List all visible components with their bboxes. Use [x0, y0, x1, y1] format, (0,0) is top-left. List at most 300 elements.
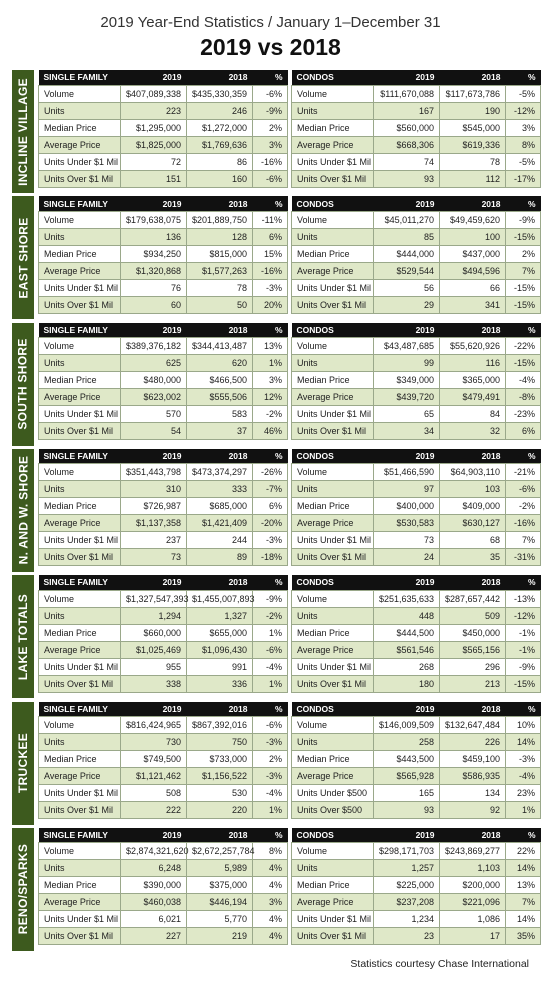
table-row — [292, 170, 541, 187]
percent-change: 4% — [253, 928, 288, 945]
column-header: % — [506, 828, 541, 843]
table-row — [292, 481, 541, 498]
column-header: 2019 — [374, 196, 440, 211]
row-label: Average Price — [292, 136, 374, 153]
percent-change: 8% — [253, 843, 288, 860]
percent-change: -16% — [253, 153, 288, 170]
percent-change: -4% — [506, 768, 541, 785]
stat-value: 35 — [440, 549, 506, 566]
stat-value: 991 — [187, 658, 253, 675]
column-header: 2018 — [187, 575, 253, 590]
percent-change: 4% — [253, 877, 288, 894]
column-header: 2018 — [187, 196, 253, 211]
row-label: Median Price — [39, 119, 121, 136]
stat-value: 34 — [374, 423, 440, 440]
stat-value: $668,306 — [374, 136, 440, 153]
region-name: INCLINE VILLAGE — [16, 77, 30, 186]
page-title: 2019 vs 2018 — [200, 34, 341, 60]
region-name: EAST SHORE — [16, 217, 31, 299]
stat-value: $816,424,965 — [121, 717, 187, 734]
stat-value: 73 — [121, 549, 187, 566]
stat-value: $409,000 — [440, 498, 506, 515]
stat-value: $237,208 — [374, 894, 440, 911]
row-label: Units Under $1 Mil — [39, 785, 121, 802]
column-header: 2019 — [374, 702, 440, 717]
region-label — [12, 449, 34, 572]
column-header: SINGLE FAMILY — [39, 575, 121, 590]
region-name: RENO/SPARKS — [16, 844, 30, 935]
row-label: Units Over $1 Mil — [292, 928, 374, 945]
row-label: Units — [39, 102, 121, 119]
row-label: Units Over $1 Mil — [39, 928, 121, 945]
stat-value: $529,544 — [374, 262, 440, 279]
percent-change: 10% — [506, 717, 541, 734]
table-row — [39, 911, 288, 928]
table-row — [292, 279, 541, 296]
percent-change: -4% — [506, 372, 541, 389]
row-label: Units Over $1 Mil — [292, 549, 374, 566]
single-family-table — [38, 575, 288, 693]
stat-value: $43,487,685 — [374, 338, 440, 355]
table-header-row — [39, 196, 288, 211]
table-row — [39, 641, 288, 658]
percent-change: -6% — [253, 85, 288, 102]
stat-value: 570 — [121, 406, 187, 423]
row-label: Units Over $1 Mil — [292, 170, 374, 187]
region-block — [12, 323, 536, 446]
table-header-row — [39, 702, 288, 717]
row-label: Units Over $1 Mil — [39, 549, 121, 566]
stat-value: 86 — [187, 153, 253, 170]
stat-value: 730 — [121, 734, 187, 751]
stat-value: $117,673,786 — [440, 85, 506, 102]
stat-value: 66 — [440, 279, 506, 296]
table-row — [39, 423, 288, 440]
percent-change: -15% — [506, 355, 541, 372]
percent-change: 6% — [506, 423, 541, 440]
table-row — [39, 262, 288, 279]
row-label: Median Price — [292, 245, 374, 262]
row-label: Average Price — [39, 262, 121, 279]
percent-change: 2% — [506, 245, 541, 262]
stat-value: 222 — [121, 802, 187, 819]
stat-value: 17 — [440, 928, 506, 945]
table-row — [39, 717, 288, 734]
table-header-row — [292, 449, 541, 464]
column-header: SINGLE FAMILY — [39, 323, 121, 338]
stat-value: 180 — [374, 675, 440, 692]
column-header: 2018 — [440, 702, 506, 717]
stat-value: $251,635,633 — [374, 590, 440, 607]
column-header: 2019 — [121, 449, 187, 464]
percent-change: -4% — [253, 658, 288, 675]
stat-value: $200,000 — [440, 877, 506, 894]
percent-change: -13% — [506, 590, 541, 607]
table-row — [39, 102, 288, 119]
column-header: CONDOS — [292, 575, 374, 590]
percent-change: 12% — [253, 389, 288, 406]
row-label: Units Under $1 Mil — [39, 532, 121, 549]
column-header: 2019 — [121, 702, 187, 717]
stat-value: $450,000 — [440, 624, 506, 641]
table-row — [292, 153, 541, 170]
column-header: 2019 — [374, 449, 440, 464]
percent-change: 7% — [506, 262, 541, 279]
percent-change: -3% — [506, 751, 541, 768]
percent-change: 2% — [253, 751, 288, 768]
percent-change: 1% — [253, 802, 288, 819]
table-row — [39, 338, 288, 355]
column-header: 2019 — [374, 575, 440, 590]
stat-value: $446,194 — [187, 894, 253, 911]
row-label: Volume — [39, 717, 121, 734]
table-row — [292, 549, 541, 566]
stat-value: $545,000 — [440, 119, 506, 136]
percent-change: -3% — [253, 768, 288, 785]
table-row — [292, 102, 541, 119]
table-row — [39, 607, 288, 624]
stat-value: $435,330,359 — [187, 85, 253, 102]
stat-value: $344,413,487 — [187, 338, 253, 355]
condos-table — [291, 323, 541, 441]
region-name: TRUCKEE — [16, 732, 31, 794]
stat-value: 508 — [121, 785, 187, 802]
stat-value: $555,506 — [187, 389, 253, 406]
stat-value: $460,038 — [121, 894, 187, 911]
stat-value: $179,638,075 — [121, 211, 187, 228]
condos-table — [291, 70, 541, 188]
stat-value: $390,000 — [121, 877, 187, 894]
stat-value: $132,647,484 — [440, 717, 506, 734]
percent-change: -15% — [506, 228, 541, 245]
table-row — [39, 170, 288, 187]
row-label: Volume — [292, 211, 374, 228]
row-label: Volume — [39, 211, 121, 228]
column-header: % — [506, 196, 541, 211]
column-header: % — [253, 828, 288, 843]
stat-value: $733,000 — [187, 751, 253, 768]
row-label: Volume — [292, 590, 374, 607]
column-header: % — [506, 702, 541, 717]
stat-value: 223 — [121, 102, 187, 119]
row-label: Units — [292, 607, 374, 624]
row-label: Units — [39, 228, 121, 245]
table-row — [292, 658, 541, 675]
percent-change: 3% — [253, 894, 288, 911]
table-row — [292, 245, 541, 262]
single-family-table — [38, 449, 288, 567]
column-header: 2018 — [187, 449, 253, 464]
stat-value: $49,459,620 — [440, 211, 506, 228]
stat-value: $1,156,522 — [187, 768, 253, 785]
stat-value: $459,100 — [440, 751, 506, 768]
percent-change: 1% — [253, 624, 288, 641]
stat-value: $1,577,263 — [187, 262, 253, 279]
condos-table — [291, 702, 541, 820]
percent-change: 14% — [506, 860, 541, 877]
row-label: Units — [292, 355, 374, 372]
stat-value: 54 — [121, 423, 187, 440]
column-header: % — [253, 70, 288, 85]
stat-value: 78 — [187, 279, 253, 296]
table-row — [39, 279, 288, 296]
stat-value: 5,989 — [187, 860, 253, 877]
row-label: Volume — [39, 464, 121, 481]
single-family-table — [38, 828, 288, 946]
table-row — [39, 498, 288, 515]
row-label: Units Over $1 Mil — [39, 296, 121, 313]
row-label: Units Over $1 Mil — [39, 423, 121, 440]
region-label — [12, 575, 34, 698]
percent-change: -16% — [253, 262, 288, 279]
table-row — [292, 406, 541, 423]
stat-value: $530,583 — [374, 515, 440, 532]
stat-value: $51,466,590 — [374, 464, 440, 481]
stat-value: 268 — [374, 658, 440, 675]
stat-value: 1,086 — [440, 911, 506, 928]
stat-value: 5,770 — [187, 911, 253, 928]
row-label: Units Under $1 Mil — [292, 658, 374, 675]
stat-value: 136 — [121, 228, 187, 245]
table-row — [39, 372, 288, 389]
row-label: Units Under $1 Mil — [39, 911, 121, 928]
table-row — [292, 464, 541, 481]
table-row — [292, 928, 541, 945]
stat-value: $494,596 — [440, 262, 506, 279]
column-header: 2019 — [121, 70, 187, 85]
percent-change: -23% — [506, 406, 541, 423]
percent-change: 8% — [506, 136, 541, 153]
stat-value: $351,443,798 — [121, 464, 187, 481]
row-label: Median Price — [292, 751, 374, 768]
row-label: Units — [292, 481, 374, 498]
stat-value: $111,670,088 — [374, 85, 440, 102]
row-label: Median Price — [292, 498, 374, 515]
column-header: SINGLE FAMILY — [39, 449, 121, 464]
stat-value: 165 — [374, 785, 440, 802]
stat-value: 1,327 — [187, 607, 253, 624]
column-header: 2018 — [440, 323, 506, 338]
table-row — [292, 355, 541, 372]
column-header: CONDOS — [292, 449, 374, 464]
table-header-row — [292, 575, 541, 590]
row-label: Average Price — [39, 894, 121, 911]
percent-change: 4% — [253, 860, 288, 877]
percent-change: -9% — [253, 590, 288, 607]
stat-value: $867,392,016 — [187, 717, 253, 734]
table-row — [292, 911, 541, 928]
stat-value: $287,657,442 — [440, 590, 506, 607]
stat-value: 78 — [440, 153, 506, 170]
region-block — [12, 702, 536, 825]
row-label: Volume — [292, 85, 374, 102]
percent-change: -15% — [506, 296, 541, 313]
percent-change: -21% — [506, 464, 541, 481]
table-row — [39, 802, 288, 819]
table-row — [292, 338, 541, 355]
row-label: Median Price — [39, 624, 121, 641]
percent-change: 46% — [253, 423, 288, 440]
stat-value: 65 — [374, 406, 440, 423]
stat-value: 310 — [121, 481, 187, 498]
stat-value: $45,011,270 — [374, 211, 440, 228]
table-row — [292, 675, 541, 692]
percent-change: 13% — [253, 338, 288, 355]
column-header: 2018 — [440, 575, 506, 590]
stat-value: 24 — [374, 549, 440, 566]
row-label: Average Price — [39, 389, 121, 406]
stat-value: 258 — [374, 734, 440, 751]
stat-value: 29 — [374, 296, 440, 313]
stat-value: $1,769,636 — [187, 136, 253, 153]
stat-value: 226 — [440, 734, 506, 751]
row-label: Volume — [39, 590, 121, 607]
row-label: Units — [39, 355, 121, 372]
table-row — [39, 532, 288, 549]
column-header: % — [506, 449, 541, 464]
stat-value: $623,002 — [121, 389, 187, 406]
stat-value: $1,025,469 — [121, 641, 187, 658]
stat-value: 103 — [440, 481, 506, 498]
column-header: SINGLE FAMILY — [39, 70, 121, 85]
row-label: Units Over $1 Mil — [39, 802, 121, 819]
column-header: % — [253, 449, 288, 464]
column-header: 2018 — [440, 449, 506, 464]
percent-change: -5% — [506, 153, 541, 170]
row-label: Units Over $1 Mil — [292, 423, 374, 440]
row-label: Units — [39, 607, 121, 624]
percent-change: -3% — [253, 734, 288, 751]
table-header-row — [292, 702, 541, 717]
row-label: Average Price — [292, 641, 374, 658]
row-label: Volume — [39, 338, 121, 355]
table-row — [39, 119, 288, 136]
stat-value: $55,620,926 — [440, 338, 506, 355]
row-label: Units — [39, 734, 121, 751]
stat-value: 625 — [121, 355, 187, 372]
stat-value: $146,009,509 — [374, 717, 440, 734]
stat-value: 23 — [374, 928, 440, 945]
stat-value: 244 — [187, 532, 253, 549]
condos-table — [291, 575, 541, 693]
region-label — [12, 196, 34, 319]
row-label: Units Under $1 Mil — [292, 532, 374, 549]
stat-value: $1,455,007,893 — [187, 590, 253, 607]
row-label: Units — [292, 860, 374, 877]
row-label: Units Over $1 Mil — [39, 675, 121, 692]
row-label: Units Under $1 Mil — [292, 911, 374, 928]
table-row — [39, 751, 288, 768]
stat-value: $466,500 — [187, 372, 253, 389]
stat-value: 134 — [440, 785, 506, 802]
table-row — [292, 136, 541, 153]
table-row — [39, 228, 288, 245]
table-row — [39, 658, 288, 675]
stat-value: $726,987 — [121, 498, 187, 515]
region-name: N. AND W. SHORE — [16, 456, 31, 565]
column-header: 2019 — [121, 575, 187, 590]
table-header-row — [292, 196, 541, 211]
stat-value: $400,000 — [374, 498, 440, 515]
column-header: SINGLE FAMILY — [39, 702, 121, 717]
condos-table — [291, 196, 541, 314]
stat-value: $1,137,358 — [121, 515, 187, 532]
percent-change: 23% — [506, 785, 541, 802]
stat-value: 112 — [440, 170, 506, 187]
table-row — [39, 464, 288, 481]
stat-value: $934,250 — [121, 245, 187, 262]
credit-line: Statistics courtesy Chase International — [350, 958, 529, 970]
table-row — [292, 717, 541, 734]
stat-value: 530 — [187, 785, 253, 802]
row-label: Median Price — [292, 877, 374, 894]
stat-value: 84 — [440, 406, 506, 423]
stat-value: $221,096 — [440, 894, 506, 911]
table-row — [292, 734, 541, 751]
table-header-row — [39, 449, 288, 464]
percent-change: -12% — [506, 607, 541, 624]
column-header: 2018 — [187, 828, 253, 843]
row-label: Volume — [39, 85, 121, 102]
column-header: CONDOS — [292, 828, 374, 843]
single-family-table — [38, 196, 288, 314]
table-row — [292, 768, 541, 785]
column-header: CONDOS — [292, 196, 374, 211]
stat-value: $1,421,409 — [187, 515, 253, 532]
table-row — [39, 355, 288, 372]
table-header-row — [39, 828, 288, 843]
stat-value: 220 — [187, 802, 253, 819]
row-label: Average Price — [292, 894, 374, 911]
table-row — [292, 296, 541, 313]
percent-change: -5% — [506, 85, 541, 102]
stat-value: 32 — [440, 423, 506, 440]
stat-value: 448 — [374, 607, 440, 624]
percent-change: -6% — [506, 481, 541, 498]
stat-value: $389,376,182 — [121, 338, 187, 355]
stat-value: $660,000 — [121, 624, 187, 641]
stat-value: $1,272,000 — [187, 119, 253, 136]
row-label: Median Price — [39, 498, 121, 515]
table-row — [292, 877, 541, 894]
stat-value: 338 — [121, 675, 187, 692]
row-label: Median Price — [39, 877, 121, 894]
percent-change: -12% — [506, 102, 541, 119]
row-label: Median Price — [39, 372, 121, 389]
stat-value: $444,500 — [374, 624, 440, 641]
table-row — [292, 843, 541, 860]
row-label: Units — [39, 860, 121, 877]
stat-value: 85 — [374, 228, 440, 245]
percent-change: 15% — [253, 245, 288, 262]
percent-change: -11% — [253, 211, 288, 228]
percent-change: -4% — [253, 785, 288, 802]
stat-value: $560,000 — [374, 119, 440, 136]
table-header-row — [292, 323, 541, 338]
table-row — [39, 894, 288, 911]
table-row — [39, 843, 288, 860]
stat-value: $243,869,277 — [440, 843, 506, 860]
percent-change: 6% — [253, 498, 288, 515]
stat-value: 73 — [374, 532, 440, 549]
table-row — [39, 768, 288, 785]
stat-value: $630,127 — [440, 515, 506, 532]
stat-value: $480,000 — [121, 372, 187, 389]
row-label: Units Under $1 Mil — [39, 406, 121, 423]
stat-value: 50 — [187, 296, 253, 313]
single-family-table — [38, 70, 288, 188]
stat-value: 89 — [187, 549, 253, 566]
